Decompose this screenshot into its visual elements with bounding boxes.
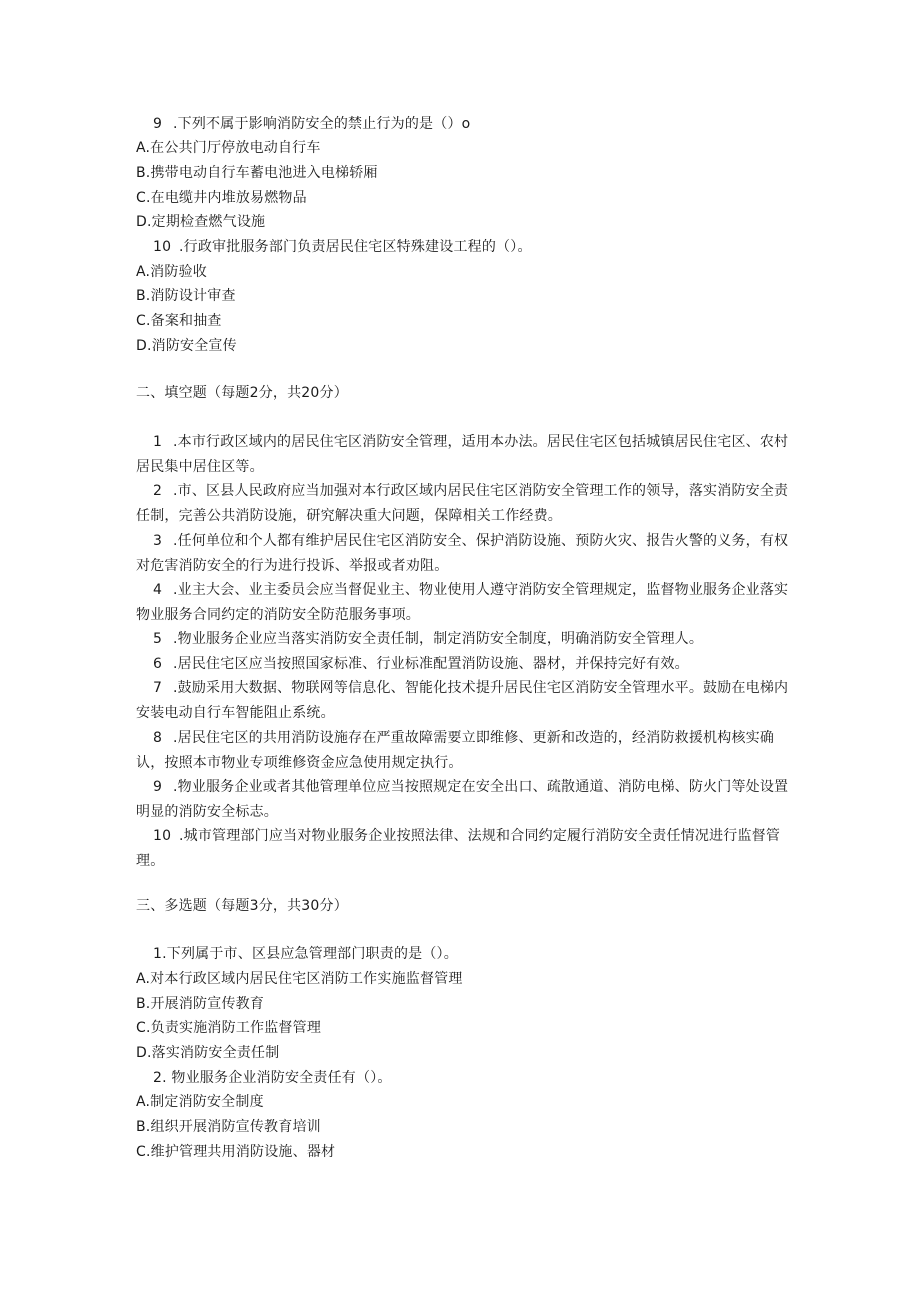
- fill-item-6: [136, 652, 792, 677]
- fill-item-9: [136, 775, 792, 824]
- item-text: .居民住宅区的共用消防设施存在严重故障需要立即维修、更新和改造的，经消防救援机构核实确认，按照本市物业专项维修资金应急使用规定执行。: [136, 730, 775, 771]
- item-number: 6: [153, 656, 163, 672]
- question-9: [153, 114, 470, 134]
- item-text: .物业服务企业或者其他管理单位应当按照规定在安全出口、疏散通道、消防电梯、防火门等处设置明显的消防安全标志。: [136, 779, 789, 820]
- fill-item-4: [136, 578, 792, 627]
- question-number: 9: [153, 116, 163, 132]
- mc-question-1: 1.下列属于市、区县应急管理部门职责的是（）。: [153, 946, 458, 962]
- item-text: .业主大会、业主委员会应当督促业主、物业使用人遵守消防安全管理规定，监督物业服务企业落实物业服务合同约定的消防安全防范服务事项。: [136, 582, 789, 623]
- item-number: 4: [153, 582, 163, 598]
- option-b: B.携带电动自行车蓄电池进入电梯轿厢: [136, 165, 378, 181]
- fill-item-7: [136, 676, 792, 725]
- option-b: B.组织开展消防宣传教育培训: [136, 1119, 321, 1135]
- item-text: .鼓励采用大数据、物联网等信息化、智能化技术提升居民住宅区消防安全管理水平。鼓励在电梯内安装电动自行车智能阻止系统。: [136, 680, 789, 721]
- item-number: 5: [153, 631, 163, 647]
- item-number: 7: [153, 680, 163, 696]
- option-a: A.在公共门厅停放电动自行车: [136, 140, 321, 156]
- item-text: .城市管理部门应当对物业服务企业按照法律、法规和合同约定履行消防安全责任情况进行监督管理。: [136, 828, 781, 869]
- item-number: 9: [153, 779, 163, 795]
- item-number: 8: [153, 730, 163, 746]
- item-number: 1: [153, 434, 163, 450]
- item-text: .任何单位和个人都有维护居民住宅区消防安全、保护消防设施、预防火灾、报告火警的义务，有权对危害消防安全的行为进行投诉、举报或者劝阻。: [136, 533, 789, 574]
- option-a: A.消防验收: [136, 264, 207, 280]
- item-number: 2: [153, 483, 163, 499]
- option-b: B.消防设计审查: [136, 288, 236, 304]
- fill-item-1: [136, 430, 792, 479]
- option-a: A.制定消防安全制度: [136, 1094, 264, 1110]
- item-text: .居民住宅区应当按照国家标准、行业标准配置消防设施、器材，并保持完好有效。: [173, 656, 689, 672]
- option-b: B.开展消防宣传教育: [136, 996, 265, 1012]
- option-d: D.消防安全宣传: [136, 338, 237, 354]
- question-10: [153, 237, 532, 257]
- fill-item-10: [136, 824, 792, 873]
- option-d: D.落实消防安全责任制: [136, 1045, 280, 1061]
- item-number: 3: [153, 533, 163, 549]
- option-c: C.维护管理共用消防设施、器材: [136, 1144, 336, 1160]
- fill-item-8: [136, 726, 792, 775]
- item-text: .物业服务企业应当落实消防安全责任制，制定消防安全制度，明确消防安全管理人。: [173, 631, 704, 647]
- item-text: .本市行政区域内的居民住宅区消防安全管理，适用本办法。居民住宅区包括城镇居民住宅区、农村居民集中居住区等。: [136, 434, 789, 475]
- item-number: 10: [153, 828, 172, 844]
- fill-item-2: [136, 479, 792, 528]
- section-title-fill-in: 二、填空题（每题2分，共20分）: [136, 385, 348, 401]
- item-text: .市、区县人民政府应当加强对本行政区域内居民住宅区消防安全管理工作的领导，落实消防安全责任制，完善公共消防设施，研究解决重大问题，保障相关工作经费。: [136, 483, 789, 524]
- mc-question-2: 2. 物业服务企业消防安全责任有（）。: [153, 1070, 392, 1086]
- option-c: C.在电缆井内堆放易燃物品: [136, 190, 307, 206]
- option-c: C.备案和抽查: [136, 313, 222, 329]
- fill-item-5: [136, 627, 792, 652]
- option-d: D.定期检查燃气设施: [136, 214, 266, 230]
- question-number: 10: [153, 239, 172, 255]
- option-c: C.负责实施消防工作监督管理: [136, 1020, 322, 1036]
- question-text: .行政审批服务部门负责居民住宅区特殊建设工程的（）。: [179, 239, 532, 255]
- fill-item-3: [136, 529, 792, 578]
- option-a: A.对本行政区域内居民住宅区消防工作实施监督管理: [136, 971, 463, 987]
- section-title-multiple-choice: 三、多选题（每题3分，共30分）: [136, 898, 348, 914]
- question-text: .下列不属于影响消防安全的禁止行为的是（）o: [173, 116, 471, 132]
